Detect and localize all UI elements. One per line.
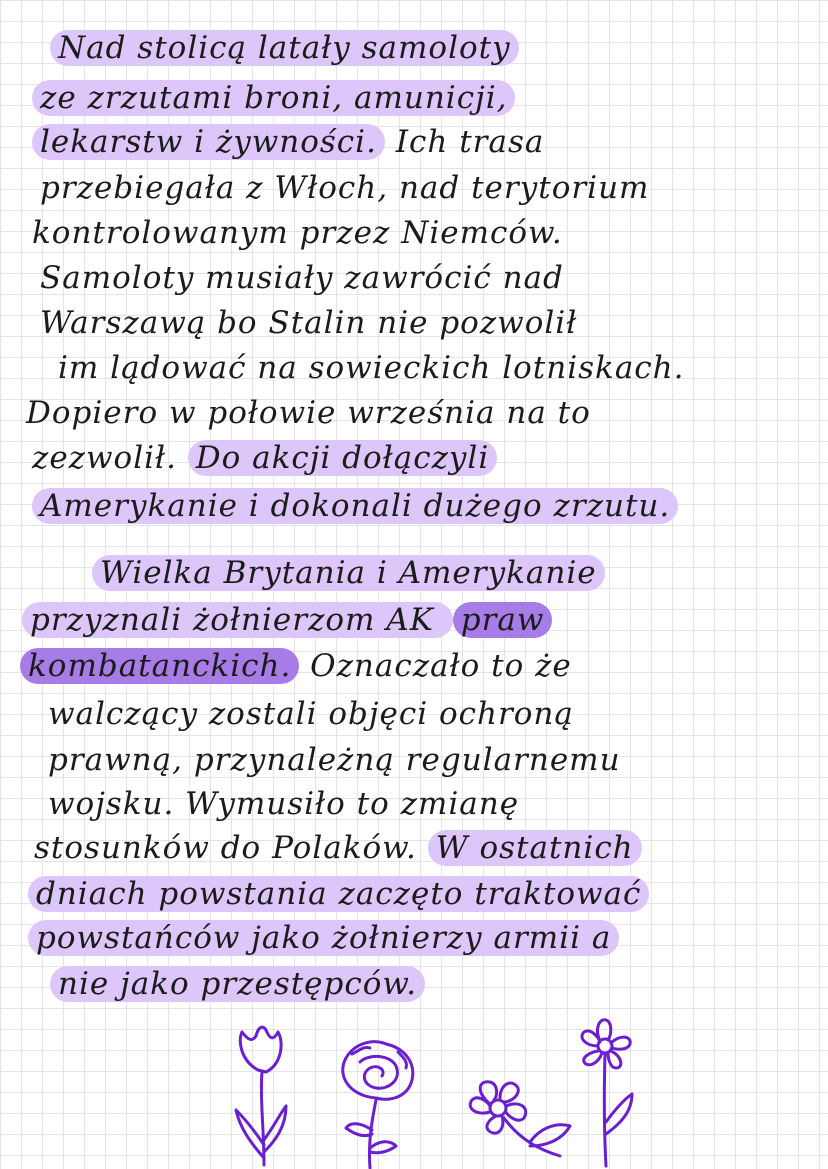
note-line-4 [40, 170, 649, 206]
plain-text: stosunków do Polaków. [34, 830, 428, 866]
plain-text: przebiegała z Włoch, nad terytorium [40, 170, 650, 206]
plain-text: Dopiero w połowie września na to [26, 395, 591, 431]
highlighted-text: ze zrzutami broni, amunicji, [32, 80, 515, 116]
highlighted-text: lekarstw i żywności. [32, 124, 385, 160]
plain-text: prawną, przynależną regularnemu [48, 742, 621, 778]
daisy-icon [470, 1082, 570, 1156]
plain-text: Ich trasa [384, 124, 545, 160]
note-line-7 [40, 305, 577, 341]
highlighted-text-dark: praw [453, 602, 553, 638]
note-line-9 [26, 395, 591, 431]
flower-icon [582, 1020, 632, 1166]
note-line-1 [50, 30, 519, 66]
highlighted-text-dark: kombatanckich. [20, 648, 299, 684]
highlighted-text: Nad stolicą latały samoloty [50, 30, 519, 66]
note-line-2 [32, 80, 515, 116]
note-line-8 [58, 350, 684, 386]
note-line-13 [22, 602, 552, 638]
note-line-5 [32, 215, 563, 251]
note-line-6 [40, 260, 564, 296]
tulip-icon [236, 1027, 286, 1165]
plain-text: im lądować na sowieckich lotniskach. [58, 350, 685, 386]
plain-text: kontrolowanym przez Niemców. [32, 215, 563, 251]
plain-text: zezwolił. [32, 440, 188, 476]
note-line-21 [50, 966, 425, 1002]
note-line-12 [92, 555, 605, 591]
note-line-18 [34, 830, 642, 866]
highlighted-text: powstańców jako żołnierzy armii a [28, 920, 619, 956]
plain-text: Samoloty musiały zawrócić nad [40, 260, 564, 296]
plain-text: wojsku. Wymusiło to zmianę [48, 786, 520, 822]
highlighted-text: dniach powstania zaczęto traktować [28, 876, 649, 912]
rose-icon [343, 1042, 413, 1168]
highlighted-text: Amerykanie i dokonali dużego zrzutu. [32, 488, 678, 524]
note-line-17 [48, 786, 519, 822]
note-line-19 [28, 876, 649, 912]
note-line-16 [48, 742, 621, 778]
highlighted-text: Do akcji dołączyli [188, 440, 497, 476]
note-line-11 [32, 488, 678, 524]
note-line-3 [32, 124, 544, 160]
highlighted-text: przyznali żołnierzom AK [22, 602, 453, 638]
plain-text: walczący zostali objęci ochroną [48, 696, 574, 732]
note-line-10 [32, 440, 497, 476]
note-line-15 [48, 696, 574, 732]
note-line-20 [28, 920, 619, 956]
highlighted-text: Wielka Brytania i Amerykanie [92, 555, 605, 591]
note-line-14 [20, 648, 572, 684]
highlighted-text: nie jako przestępców. [50, 966, 425, 1002]
plain-text: Oznaczało to że [299, 648, 572, 684]
highlighted-text: W ostatnich [428, 830, 642, 866]
flower-doodles [200, 1010, 660, 1169]
plain-text: Warszawą bo Stalin nie pozwolił [40, 305, 578, 341]
